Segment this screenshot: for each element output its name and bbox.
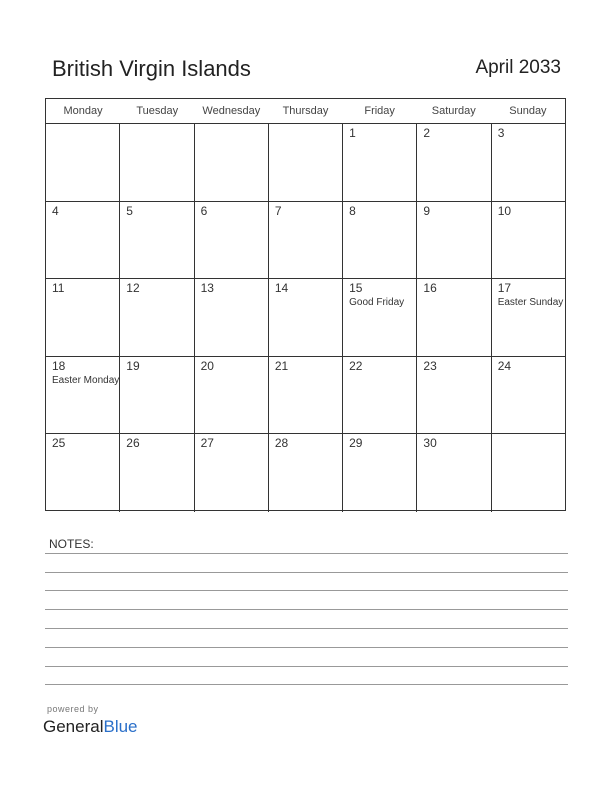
day-cell-2 — [417, 124, 491, 201]
notes-line — [45, 647, 568, 648]
holiday-label: Easter Monday — [52, 374, 120, 386]
day-number: 21 — [274, 358, 289, 373]
weekday-header-tuesday: Tuesday — [136, 105, 179, 117]
day-number: 7 — [274, 203, 282, 218]
day-cell-15 — [343, 279, 417, 356]
notes-line — [45, 666, 568, 667]
week-row — [46, 202, 565, 280]
day-number: 16 — [423, 281, 437, 295]
day-number: 18 — [52, 358, 66, 373]
month-label: April 2033 — [475, 57, 561, 78]
notes-line — [45, 609, 568, 610]
notes-line — [45, 572, 568, 573]
day-cell-empty — [46, 124, 120, 201]
week-row — [46, 279, 565, 357]
day-cell-16 — [417, 279, 491, 356]
holiday-label: Good Friday — [349, 297, 405, 308]
day-cell-30 — [417, 434, 491, 512]
day-cell-3 — [492, 124, 565, 201]
day-number: 23 — [423, 358, 437, 373]
day-cell-20 — [195, 357, 269, 434]
day-cell-empty — [120, 124, 194, 201]
weekday-header-sunday: Sunday — [509, 105, 547, 117]
day-cell-empty — [195, 124, 269, 201]
brand-logo — [43, 717, 138, 737]
day-cell-4 — [46, 202, 120, 279]
day-cell-6 — [195, 202, 269, 279]
day-number: 6 — [200, 203, 208, 218]
day-cell-26 — [120, 434, 194, 512]
day-cell-empty — [269, 124, 343, 201]
day-number: 20 — [200, 358, 214, 373]
weekday-header-thursday: Thursday — [282, 105, 329, 117]
day-cell-17 — [492, 279, 565, 356]
day-number: 25 — [52, 436, 66, 450]
notes-line — [45, 590, 568, 591]
day-number: 15 — [349, 281, 363, 295]
page-title: British Virgin Islands — [52, 56, 251, 81]
day-cell-28 — [269, 434, 343, 512]
day-number: 17 — [497, 281, 512, 295]
weekday-header-row — [46, 99, 565, 124]
day-cell-7 — [269, 202, 343, 279]
day-number: 30 — [423, 436, 437, 450]
day-cell-23 — [417, 357, 491, 434]
day-cell-24 — [492, 357, 565, 434]
weekday-header-saturday: Saturday — [431, 105, 476, 117]
notes-line — [45, 684, 568, 685]
day-number: 2 — [423, 126, 431, 140]
day-cell-27 — [195, 434, 269, 512]
day-number: 28 — [274, 436, 289, 450]
notes-line — [45, 628, 568, 629]
day-cell-1 — [343, 124, 417, 201]
day-cell-18 — [46, 357, 120, 434]
week-row — [46, 124, 565, 202]
day-cell-8 — [343, 202, 417, 279]
day-number: 26 — [126, 436, 140, 450]
holiday-label: Easter Sunday — [497, 297, 564, 308]
day-number: 9 — [423, 203, 431, 218]
day-number: 11 — [52, 281, 65, 295]
day-cell-9 — [417, 202, 491, 279]
day-number: 3 — [497, 126, 505, 140]
notes-label: NOTES: — [49, 537, 94, 551]
day-number: 13 — [200, 281, 214, 295]
brand-name-part2: Blue — [103, 717, 138, 736]
day-number: 1 — [349, 126, 356, 140]
weekday-header-monday: Monday — [63, 105, 103, 117]
day-cell-19 — [120, 357, 194, 434]
week-row — [46, 434, 565, 512]
day-cell-22 — [343, 357, 417, 434]
day-number: 4 — [52, 203, 59, 218]
day-number: 22 — [349, 358, 363, 373]
day-number: 29 — [349, 436, 363, 450]
day-number: 12 — [126, 281, 140, 295]
brand-name-part1: General — [43, 717, 104, 736]
day-number: 27 — [200, 436, 214, 450]
day-cell-25 — [46, 434, 120, 512]
weekday-header-friday: Friday — [364, 105, 395, 117]
weekday-header-wednesday: Wednesday — [202, 105, 261, 117]
day-cell-10 — [492, 202, 565, 279]
powered-by-text: powered by — [47, 704, 99, 714]
day-number: 19 — [126, 358, 140, 373]
day-cell-29 — [343, 434, 417, 512]
day-cell-21 — [269, 357, 343, 434]
week-row — [46, 357, 565, 435]
calendar-grid — [45, 98, 566, 511]
day-cell-12 — [120, 279, 194, 356]
day-cell-14 — [269, 279, 343, 356]
day-cell-11 — [46, 279, 120, 356]
day-number: 10 — [497, 203, 512, 218]
notes-line — [45, 553, 568, 554]
day-cell-empty — [492, 434, 565, 512]
day-cell-5 — [120, 202, 194, 279]
day-number: 8 — [349, 203, 356, 218]
day-number: 5 — [126, 203, 133, 218]
day-number: 24 — [497, 358, 512, 373]
day-number: 14 — [274, 281, 289, 295]
day-cell-13 — [195, 279, 269, 356]
